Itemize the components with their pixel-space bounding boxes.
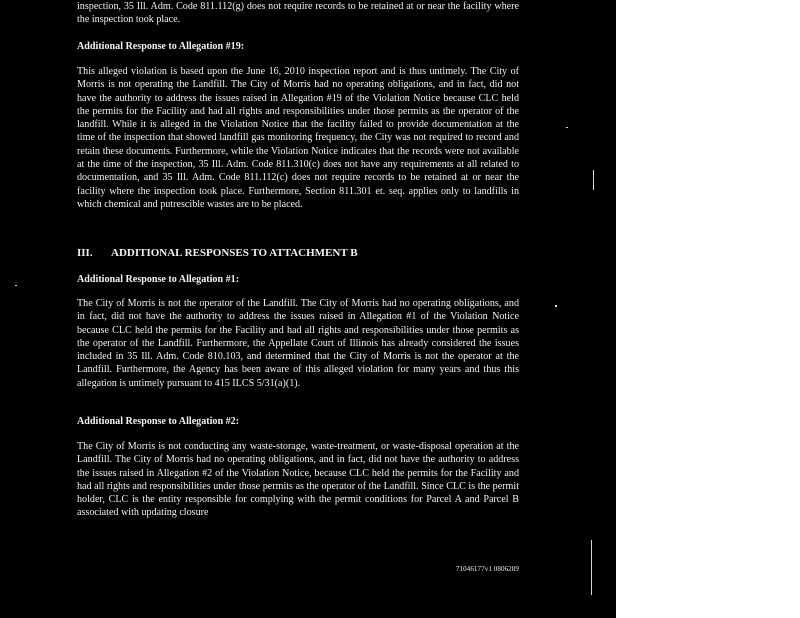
allegation-1-body: The City of Morris is not the operator of the Landfill. The City of Morris had no operating obligations, and in fact, did not have the authority to address the issues raised in Allegation #1 of the Violation Notice because CLC held the permits for the Facility and had all rights and responsibilities under those permits as the operator of the Landfill. Furthermore, the Appellate Court of Illinois has already considered the issues included in 35 Ill. Adm. Code 810.103, and determined that the City of Morris is not the operator at the Landfill. Furthermore, the Agency has been aware of this alleged violation for many years and thus this allegation is untimely pursuant to 415 ILCS 5/31(a)(1). — [77, 298, 519, 389]
section-iii-heading — [77, 247, 519, 260]
intro-paragraph: inspection, 35 Ill. Adm. Code 811.112(g) does not require records to be retained at or near the facility where the inspection took place. — [77, 1, 519, 26]
section-title: ADDITIONAL RESPONSES TO ATTACHMENT B — [111, 247, 358, 259]
allegation-19-heading: Additional Response to Allegation #19: — [77, 41, 245, 52]
scan-artifact — [593, 170, 594, 190]
allegation-19-body: This alleged violation is based upon the June 16, 2010 inspection report and is thus untimely. The City of Morris is not operating the Landfill. The City of Morris had no operating obligations, and in fact, did not have the authority to address the issues raised in Allegation #19 of the Violation Notice because CLC held the permits for the Facility and had all rights and responsibilities under those permits as the operator of the landfill. While it is alleged in the Violation Notice that the facility failed to provide documentation at the time of the inspection that showed landfill gas monitoring frequency, the City was not required to record and retain these documents. Furthermore, while the Violation Notice indicates that the records were not available at the time of the inspection, 35 Ill. Adm. Code 811.310(c) does not have any requirements at all related to documentation, and 35 Ill. Adm. Code 811.112(c) does not require records to be retained at or near the facility where the inspection took place. Furthermore, Section 811.301 et. seq. applies only to landfills in which chemical and putrescible wastes are to be placed. — [77, 66, 519, 210]
document-id-footer: 71046177v1 0806289 — [455, 565, 519, 573]
allegation-2-body: The City of Morris is not conducting any waste-storage, waste-treatment, or waste-disposal operation at the Landfill. The City of Morris had no operating obligations, and in fact, did not have the authority to address the issues raised in Allegation #2 of the Violation Notice, because CLC held the permits for the Facility and had all rights and responsibilities under those permits as the operator of the Landfill. Since CLC is the permit holder, CLC is the entity responsible for complying with the permit conditions for Parcel A and Parcel B associated with updating closure — [77, 441, 519, 519]
scan-artifact — [566, 127, 568, 128]
section-number: III. — [77, 247, 93, 259]
scan-artifact — [555, 305, 557, 307]
allegation-1-heading: Additional Response to Allegation #1: — [77, 274, 240, 285]
scan-artifact — [15, 285, 17, 286]
scan-artifact — [591, 540, 592, 595]
allegation-2-heading: Additional Response to Allegation #2: — [77, 416, 240, 427]
